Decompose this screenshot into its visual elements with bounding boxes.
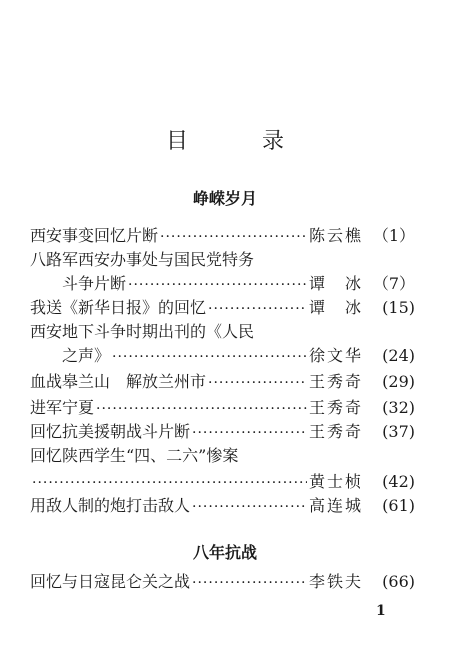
entry-author: 徐文华 (309, 346, 364, 365)
toc-entry (30, 320, 415, 344)
toc-entry (30, 296, 415, 320)
entry-page: (32) (382, 398, 415, 417)
toc-entry (30, 248, 415, 272)
dot-leader (208, 297, 307, 321)
entry-page: (15) (382, 298, 415, 317)
entry-title: 八路军西安办事处与国民党特务 (30, 250, 255, 269)
dot-leader (160, 225, 307, 249)
dot-leader (192, 495, 307, 519)
entry-author: 王秀奇 (309, 372, 364, 391)
toc-entry (62, 344, 415, 368)
entry-page: (37) (382, 422, 415, 441)
entry-title: 斗争片断 (62, 274, 127, 293)
entry-page: (61) (382, 496, 415, 515)
entry-page: （7） (372, 274, 415, 293)
entry-author: 高连城 (309, 496, 364, 515)
section-heading-2: 八年抗战 (192, 543, 257, 562)
entry-page: (24) (382, 346, 415, 365)
entry-author: 王秀奇 (309, 422, 364, 441)
toc-entry (30, 396, 415, 420)
dot-leader (112, 345, 307, 369)
entry-author: 谭 冰 (309, 298, 364, 317)
entry-title: 进军宁夏 (30, 398, 95, 417)
dot-leader (192, 571, 307, 595)
entry-author: 黄士桢 (309, 472, 364, 491)
toc-entry (30, 420, 415, 444)
section-heading-1: 峥嵘岁月 (192, 189, 257, 208)
entry-title: 回忆抗美援朝战斗片断 (30, 422, 191, 441)
dot-leader (192, 421, 307, 445)
toc-entry (30, 570, 415, 594)
entry-author: 谭 冰 (309, 274, 364, 293)
toc-entry (30, 370, 415, 394)
entry-author: 陈云樵 (309, 226, 364, 245)
entry-title: 用敌人制的炮打击敌人 (30, 496, 191, 515)
entry-title: 西安事变回忆片断 (30, 226, 159, 245)
entry-title: 回忆陕西学生“四、二六”惨案 (30, 446, 239, 465)
toc-entry (30, 470, 415, 494)
toc-entry (30, 494, 415, 518)
dot-leader (208, 371, 307, 395)
entry-page: (42) (382, 472, 415, 491)
page-number: 1 (376, 603, 386, 619)
dot-leader (32, 471, 307, 495)
entry-page: (66) (382, 572, 415, 591)
page-title: 目 录 (165, 129, 310, 154)
entry-page: （1） (372, 226, 415, 245)
entry-page: (29) (382, 372, 415, 391)
entry-author: 王秀奇 (309, 398, 364, 417)
toc-entry (30, 224, 415, 248)
entry-title: 血战皋兰山 解放兰州市 (30, 372, 207, 391)
entry-title: 我送《新华日报》的回忆 (30, 298, 207, 317)
entry-title: 回忆与日寇昆仑关之战 (30, 572, 191, 591)
entry-title: 西安地下斗争时期出刊的《人民 (30, 322, 255, 341)
dot-leader (96, 397, 307, 421)
toc-entry (62, 272, 415, 296)
entry-title: 之声》 (62, 346, 111, 365)
entry-author: 李铁夫 (309, 572, 364, 591)
dot-leader (128, 273, 307, 297)
toc-entry (30, 444, 415, 468)
